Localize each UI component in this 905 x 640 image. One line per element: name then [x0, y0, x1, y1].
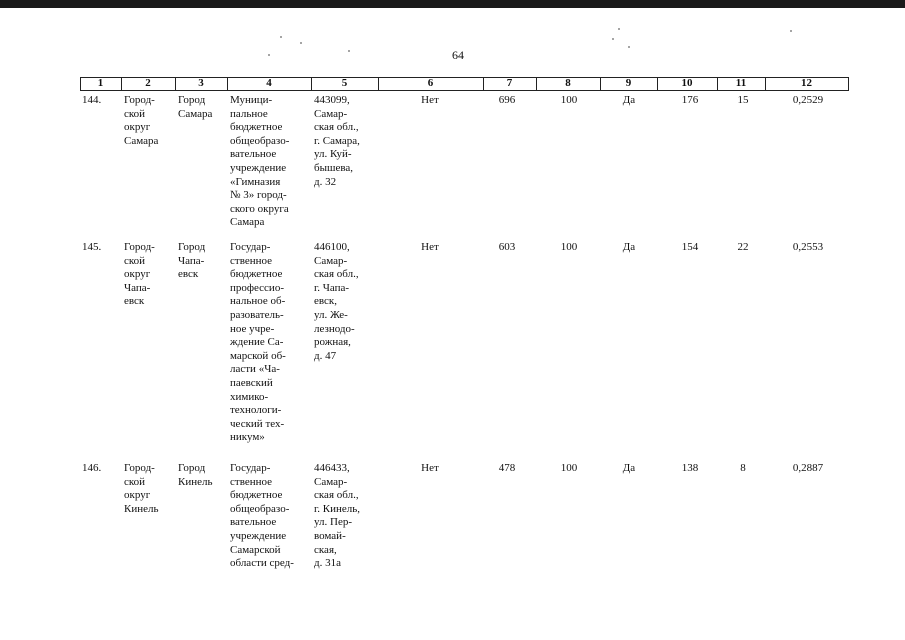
column-7-cell: 696	[498, 94, 516, 106]
column-9-cell: Да	[622, 462, 636, 474]
district-cell: Город- ской округ Кинель	[124, 462, 159, 515]
column-header-2: 2	[145, 77, 151, 89]
header-divider	[848, 77, 849, 91]
column-header-9: 9	[625, 77, 632, 89]
column-header-5: 5	[341, 77, 348, 89]
column-8-cell: 100	[560, 462, 578, 474]
institution-name-cell: Государ- ственное бюджетное общеобразо- вательное учреждение Самарской области сред-	[230, 462, 294, 570]
scan-speck	[348, 50, 350, 52]
column-header-3: 3	[198, 77, 204, 89]
scan-speck	[300, 42, 302, 44]
column-11-cell: 22	[737, 241, 749, 253]
city-cell: Город Кинель	[178, 462, 213, 488]
header-bottom-rule	[80, 90, 848, 91]
district-cell: Город- ской округ Самара	[124, 94, 159, 147]
column-10-cell: 154	[681, 241, 699, 253]
column-12-cell: 0,2887	[792, 462, 824, 474]
column-header-8: 8	[565, 77, 571, 89]
institution-name-cell: Муници- пальное бюджетное общеобразо- вательное учреждение «Гимназия № 3» город- ского округа Самара	[230, 94, 290, 229]
column-11-cell: 8	[740, 462, 746, 474]
column-8-cell: 100	[560, 94, 578, 106]
column-header-1: 1	[97, 77, 104, 89]
column-header-11: 11	[735, 77, 747, 89]
column-header-6: 6	[427, 77, 434, 89]
column-6-cell: Нет	[421, 241, 439, 253]
column-header-12: 12	[801, 77, 812, 89]
address-cell: 443099, Самар- ская обл., г. Самара, ул. Куй- бышева, д. 32	[314, 94, 360, 188]
column-10-cell: 138	[681, 462, 699, 474]
city-cell: Город Самара	[178, 94, 213, 120]
address-cell: 446100, Самар- ская обл., г. Чапа- евск, ул. Же- лезнодо- рожная, д. 47	[314, 241, 359, 362]
column-12-cell: 0,2529	[792, 94, 824, 106]
column-9-cell: Да	[622, 94, 636, 106]
row-number: 145.	[82, 241, 102, 253]
column-12-cell: 0,2553	[792, 241, 824, 253]
scan-speck	[790, 30, 792, 32]
column-8-cell: 100	[560, 241, 578, 253]
column-header-10: 10	[681, 77, 693, 89]
scan-top-border	[0, 0, 905, 8]
column-7-cell: 478	[498, 462, 516, 474]
address-cell: 446433, Самар- ская обл., г. Кинель, ул. Пер- вомай- ская, д. 31а	[314, 462, 361, 570]
scan-speck	[628, 46, 630, 48]
scan-speck	[280, 36, 282, 38]
page-number: 64	[452, 48, 464, 62]
column-6-cell: Нет	[421, 462, 439, 474]
column-header-7: 7	[506, 77, 513, 89]
scan-speck	[612, 38, 614, 40]
row-number: 144.	[82, 94, 102, 106]
city-cell: Город Чапа- евск	[178, 241, 206, 281]
column-11-cell: 15	[737, 94, 749, 106]
column-9-cell: Да	[622, 241, 636, 253]
column-7-cell: 603	[498, 241, 516, 253]
row-number: 146.	[82, 462, 102, 474]
district-cell: Город- ской округ Чапа- евск	[124, 241, 155, 308]
institution-name-cell: Государ- ственное бюджетное профессио- нальное об- разователь- ное учре- ждение Са- марской об- ласти «Ча- паевский химико- технологи- ческий тех- никум»	[230, 241, 286, 444]
scan-speck	[618, 28, 620, 30]
scan-speck	[268, 54, 270, 56]
column-10-cell: 176	[681, 94, 699, 106]
column-header-4: 4	[266, 77, 272, 89]
column-6-cell: Нет	[421, 94, 439, 106]
